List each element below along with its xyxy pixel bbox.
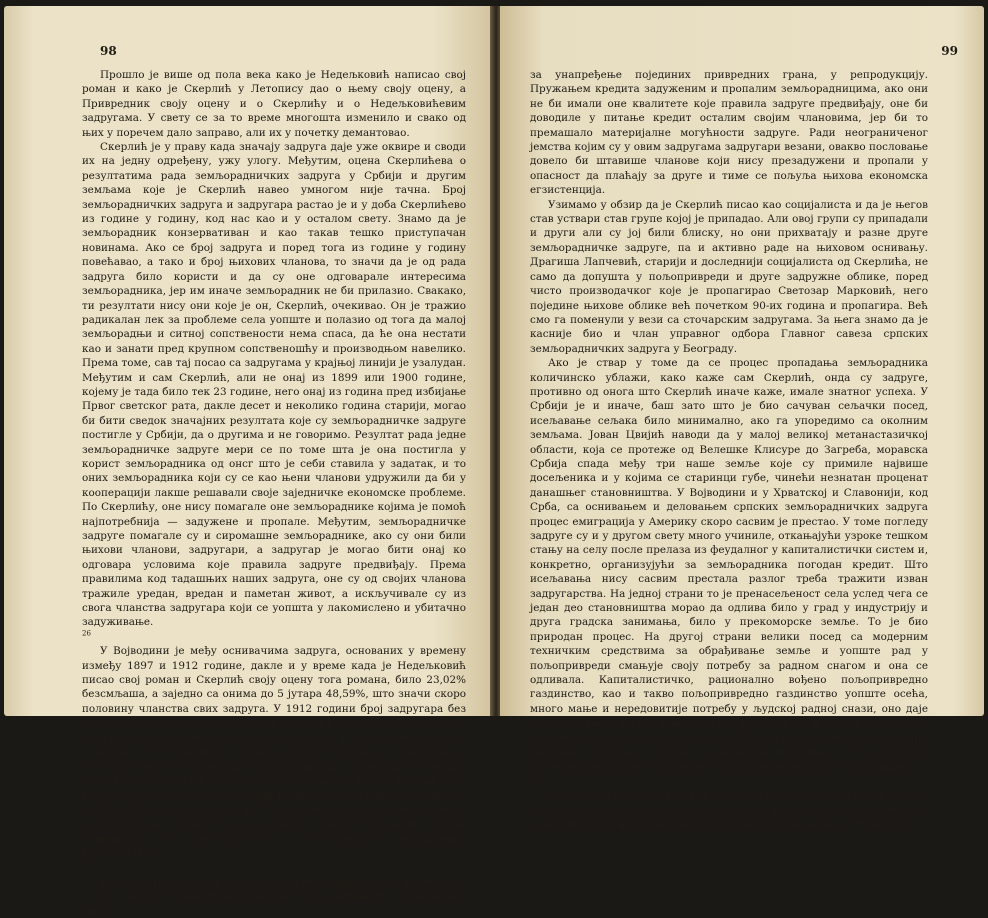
paragraph <box>530 774 928 788</box>
page-number-right: 99 <box>941 44 958 58</box>
paragraph: Да је Скерлић доживео 1917 и послератне године био би сведок распадања крупног поседа у земљорадњи, које је наступило у вези са решавањем аграрног питања у низу земаља па и код нас. Решавању <box>530 789 928 831</box>
paragraph: Као кредитне задруге оне су пружале кредите својим члановима, а као задруге Рајфајзенова типа оне су их пружале у производне сврхе, <box>82 875 466 917</box>
footnote-ref: 27 <box>530 773 539 782</box>
left-page <box>4 6 492 917</box>
paragraph: Узимамо у обзир да је Скерлић писао као социјалиста и да је његов став уствари став групе којој је припадао. Али овој групи су припадали и други али су јој били блиску, но они прихватају и разне друге земљорадничке задруге, па и активно раде на њиховом оснивању. Драгиша Лапчевић, старији и доследнији социјалиста од Скерлића, не само да допушта у пољопривреди и друге задружне облике, поред чисто производачког које је пропагирао Светозар Марковић, него поједине њихове облике већ почетком 90-их година и пропагира. Већ смо га поменули у вези са сточарским задругама. За њега знамо да је касније био и члан управног одбора Главног савеза српских земљорадничких задруга у Београду. <box>530 198 928 355</box>
footnote-ref: 27 <box>82 859 91 868</box>
paragraph: Скерлић је у праву када значају задруга даје уже оквире и своди их на једну одређену, ужу улогу. Међутим, оцена Скерлићева о резултатима рада земљорадничких задруга у Србији и другим земљама које је Скерлић навео умногом није тачна. Број земљорадничких задруга и задругара растао је и у доба Скерлићево из године у годину, код нас као и у осталом свету. Знамо да је земљорадник конзервативан и као такав тешко приступачан новинама. Ако се број задруга и поред тога из године у годину повећавао, а тако и број њихових чланова, то значи да је од рада задруга било користи и да су оне одговарале интересима земљорадника, јер им иначе земљорадник не би прилазио. Свакако, ти резултати нису они које је он, Скерлић, очекивао. Он је тражио радикалан лек за проблеме села уопште и полазио од тога да малој земљорадњи и ситној сопствености нема спаса, да ће она нестати као и занати пред крупном сопственошћу и производњом навелико. Према томе, сав тај посао са задругама у крајњој линији је узалудан. Међутим и сам Скерлић, али не онај из 1899 или 1900 године, којему је тада било тек 23 године, него онај из година пред избијање Првог светског рата, дакле десет и неколико година старији, могао би бити сведок значајних резултата које су земљорадничке задруге постигле у Србији, да о другима и не говоримо. Резултат рада једне земљорадничке задруге мери се по томе шта је она постигла у корист земљорадника од онсг што је себи ставила у задатак, и то оних земљорадника који су се као њени чланови удружили да би у кооперацији лакше решавали своје заједничке економске проблеме. По Скерлићу, оне нису помагале оне земљораднике којима је помоћ најпотребнија — задужене и пропале. Међутим, земљорадничке задруге помагале су и сиромашне земљораднике, ако су они били њихови чланови, задругари, а задругар је могао бити онај ко одговара условима које правила задруге предвиђају. Према правилима код тадашњих наших задруга, оне су од својих чланова тражиле уредан, вредан и паметан живот, а искључивале су из свога чланства задругара који се уопшта у лакомислено и убитачно задуживање. <box>82 141 466 629</box>
right-page <box>500 6 984 831</box>
paragraph <box>82 630 466 644</box>
paragraph: Прошло је више од пола века како је Недељковић написао свој роман и како је Скерлић у Летопису дао о њему своју оцену, а Привредник своју оцену и о Скерлићу и о Недељковићевим задругама. У свету се за то време многошта изменило и свако од њих у поречем дало заправо, али их у почетку демантовао. <box>82 69 466 139</box>
paragraph: за унапређење појединих привредних грана, у репродукцију. Пружањем кредита задуженим и пропалим земљорадницима, ако они не би имали оне квалитете које правила задруге предвиђају, оне би доводиле у питање кредит осталим својим члановима, јер би то премашало материјалне могућности задруге. Ради неограниченог јемства којим су у овим задругама задругари везани, овакво пословање довело би штавише чланове који нису презадужени и пропали у опасност да плаћају за друге и тиме се пољуља њихова економска егзистенција. <box>530 69 928 197</box>
right-page-text <box>530 68 928 832</box>
paragraph <box>82 860 466 874</box>
left-page-text <box>82 68 466 918</box>
footnote-ref: 26 <box>82 629 91 638</box>
paragraph: Ако је ствар у томе да се процес пропадања земљорадника количинскo ублажи, како каже сам Скерлић, онда су задруге, противно од онога што Скерлић иначе каже, имале знатног успеха. У Србији је и иначе, баш зато што је био сачуван сељачки посед, исељавање сељака било минимално, ако га упоредимо са околним земљама. Јован Цвијић наводи да у малој великој метанастазичкој области, која се протеже од Велешке Клисуре до Загреба, моравска Србија спада међу три наше земље које су примиле највише досељеника и у којима се старинци губе, чинећи незнатан проценат данашњег становништва. У Војводини и у Хрватској и Славонији, код Срба, са оснивањем и деловањем српских земљорадничких задруга процес емиграција у Америку скоро сасвим је престао. У томе погледу задруге су и у другом свету много учиниле, откањајући узроке тешком стању на селу после прелаза из феудалног у капиталистички систем и, конкретно, организујући за земљорадника погодан кредит. Што исељавања нису сасвим престала разлог треба тражити изван задругарства. На једној страни то је пренасељеност села услед чега се један део становништва морао да одлива било у град у индустрију и друга градска занимања, било у прекоморске земље. То је био природан процес. На другој страни велики посед са модерним техничким средствима за обрађивање земље и уопште рад у пољопривреди смањује своју потребу за радном снагом и она се одливала. Капиталистичко, рационално вођено пољопривредно газдинство, као и такво пољопривредно газдинство уопште осећа, много мање и нередовитије потребу у људској радној снази, оно даје редовног рада много мањем броју руку, па је и услед тога одлив излишних руку са села природан. Није дакле случајно што су на пр. ондашња Угарска и Ирска са великим поседима, а без довољно развијене индустрије, имале сразмерно висок проценат емиграција. <box>530 357 928 773</box>
paragraph: У Војводини је међу оснивачима задруга, основаних у времену између 1897 и 1912 године, дакле и у време када је Недељковић писао свој роман и Скерлић своју оцену тога романа, било 23,02% безсмљаша, а заједно са онима до 5 јутара 48,59%, што значи скоро половину чланства свих задруга. У 1912 години број задругара без земље износи 22,81%, нешто мање него ли у време оснивања, али је зато њихов број са онима до 5 јутара скоро за 10% већи него у време оснивања. То се види и из броја издатих зајмова у задругама и њиховог износа. У српским земљорадничким задругама у бившој Угарској, укључујући и Хрватску и Славонију, према подацима за 1912 годину, број зајмова из три најниже категорије, у висини до укупно 200 круна, износио је 75,49% свих зајмова. Ово би могло послужити као доказ да су средства задруга се више од 3/4 коришћена за ситне потребе и за потребе сиромашнијих газдинстава. <box>82 645 466 859</box>
page-number-left: 98 <box>100 44 117 58</box>
